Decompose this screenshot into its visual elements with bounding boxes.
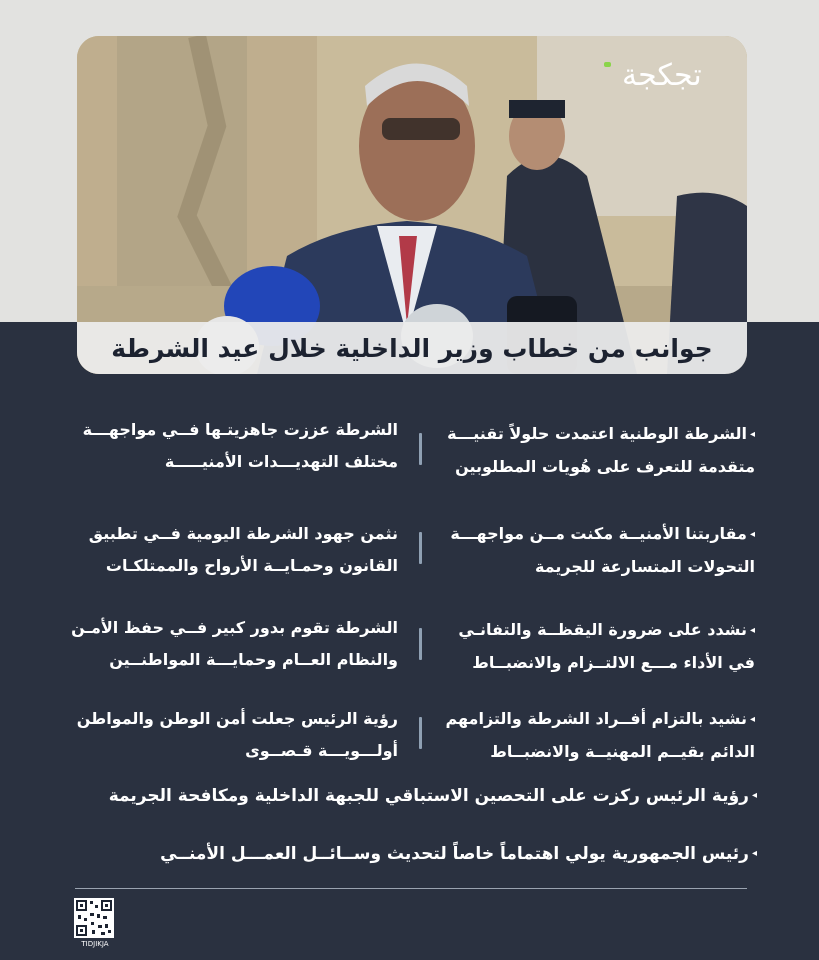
right-item-3 xyxy=(458,614,755,679)
left-item-4-line-2: أولـــويـــة قـصــوى xyxy=(245,741,398,760)
right-item-1-line-1: الشرطة الوطنية اعتمدت حلولاً تقنيـــة xyxy=(447,424,747,443)
site-logo: تجكجة xyxy=(622,58,702,93)
logo-accent xyxy=(604,62,611,67)
headline: جوانب من خطاب وزير الداخلية خلال عيد الشرطة xyxy=(111,333,713,363)
right-item-4-line-1: نشيد بالتزام أفــراد الشرطة والتزامهم xyxy=(445,709,747,728)
right-item-1 xyxy=(447,418,755,483)
column-divider xyxy=(419,628,422,660)
bullet-icon: ◂ xyxy=(751,848,757,859)
left-item-2 xyxy=(89,518,398,582)
right-item-2 xyxy=(450,518,755,583)
right-item-2-line-1: مقاربتنا الأمنيــة مكنت مــن مواجهـــة xyxy=(450,524,747,543)
full-item-2 xyxy=(160,838,757,870)
right-item-4 xyxy=(445,703,755,768)
bullet-icon: ◂ xyxy=(749,528,755,540)
full-item-1-text: رؤية الرئيس ركزت على التحصين الاستباقي للجبهة الداخلية ومكافحة الجريمة xyxy=(108,786,749,806)
footer-divider xyxy=(75,888,747,889)
right-item-3-line-1: نشدد على ضرورة اليقظــة والتفانـي xyxy=(458,620,747,639)
qr-label: TIDJIKJA xyxy=(81,940,109,948)
right-item-4-line-2: الدائم بقيــم المهنيــة والانضبــاط xyxy=(490,741,755,761)
left-item-1-line-1: الشرطة عززت جاهزيتـها فــي مواجهـــة xyxy=(82,420,398,439)
headline-bar xyxy=(77,322,747,374)
right-item-3-line-2: في الأداء مـــع الالتــزام والانضبــاط xyxy=(472,652,755,672)
left-item-2-line-2: القانون وحمـايــة الأرواح والممتلكـات xyxy=(105,556,398,575)
left-item-3 xyxy=(71,612,398,676)
column-divider xyxy=(419,433,422,465)
bullet-icon: ◂ xyxy=(751,790,757,801)
left-item-1-line-2: مختلف التهديـــدات الأمنيـــــة xyxy=(164,452,398,471)
qr-code-icon xyxy=(74,898,114,938)
right-item-2-line-2: التحولات المتسارعة للجريمة xyxy=(534,556,755,576)
bullet-icon: ◂ xyxy=(749,624,755,636)
left-item-2-line-1: نثمن جهود الشرطة اليومية فــي تطبيق xyxy=(88,524,398,543)
full-item-1 xyxy=(109,780,757,812)
column-divider xyxy=(419,532,422,564)
left-item-1 xyxy=(83,414,398,478)
full-item-2-text: رئيس الجمهورية يولي اهتماماً خاصاً لتحديث وســائــل العمـــل الأمنــي xyxy=(160,844,749,864)
right-item-1-line-2: متقدمة للتعرف على هُويات المطلوبين xyxy=(455,456,755,476)
left-item-3-line-1: الشرطة تقوم بدور كبير فــي حفظ الأمـن xyxy=(71,618,398,637)
bullet-icon: ◂ xyxy=(749,713,755,725)
bullet-icon: ◂ xyxy=(749,428,755,440)
left-item-4 xyxy=(77,703,398,767)
column-divider xyxy=(419,717,422,749)
left-item-4-line-1: رؤية الرئيس جعلت أمن الوطن والمواطن xyxy=(76,709,398,728)
left-item-3-line-2: والنظام العــام وحمايـــة المواطنــين xyxy=(109,650,398,669)
